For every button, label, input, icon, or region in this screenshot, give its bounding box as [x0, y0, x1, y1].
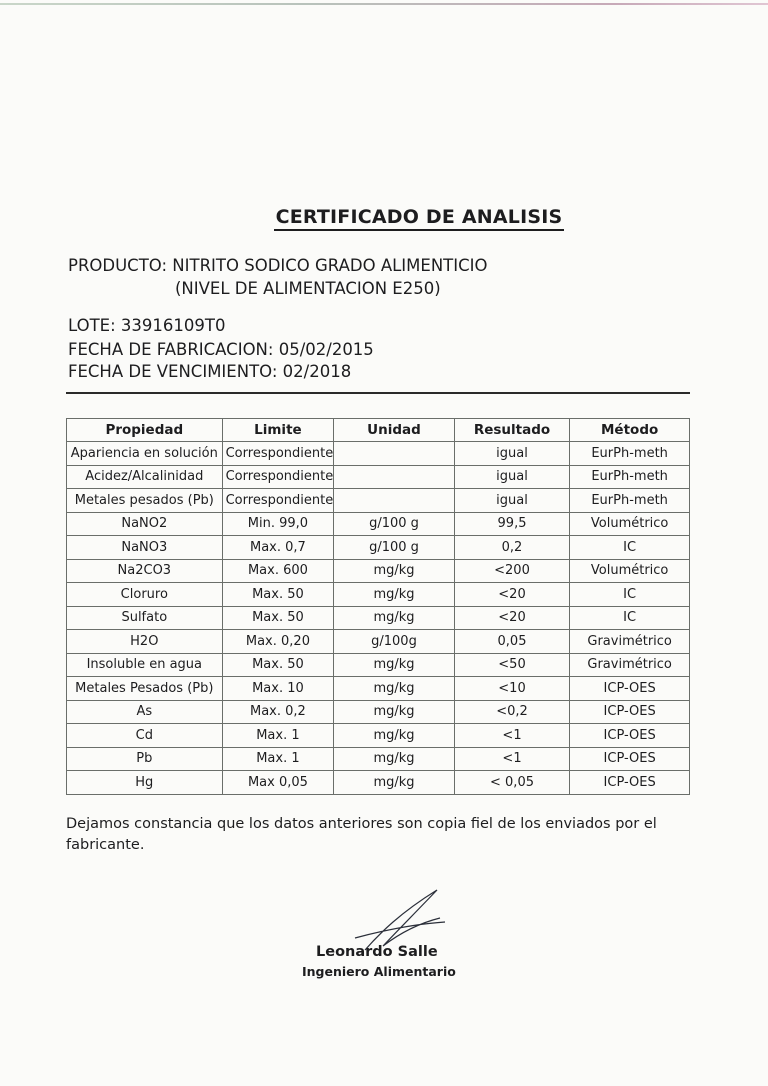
table-row [67, 700, 690, 724]
cell-limite: Max. 0,20 [222, 630, 334, 654]
cell-propiedad: Cd [67, 724, 223, 748]
cell-propiedad: Acidez/Alcalinidad [67, 465, 223, 489]
table-row [67, 771, 690, 795]
cell-resultado: <20 [454, 583, 570, 607]
table-row [67, 606, 690, 630]
lot-line: LOTE: 33916109T0 [68, 316, 226, 335]
cell-unidad [334, 442, 455, 466]
cell-metodo: Gravimétrico [570, 630, 690, 654]
cell-resultado: igual [454, 442, 570, 466]
cell-propiedad: Na2CO3 [67, 559, 223, 583]
cell-propiedad: Metales Pesados (Pb) [67, 677, 223, 701]
table-row [67, 559, 690, 583]
cell-resultado: <1 [454, 724, 570, 748]
cell-propiedad: Metales pesados (Pb) [67, 489, 223, 513]
cell-propiedad: Sulfato [67, 606, 223, 630]
cell-unidad: mg/kg [334, 747, 455, 771]
product-name: NITRITO SODICO GRADO ALIMENTICIO [172, 256, 488, 275]
cell-metodo: ICP-OES [570, 771, 690, 795]
cell-resultado: <50 [454, 653, 570, 677]
cell-resultado: 99,5 [454, 512, 570, 536]
cell-limite: Max. 50 [222, 583, 334, 607]
cell-metodo: ICP-OES [570, 724, 690, 748]
cell-propiedad: Apariencia en solución [67, 442, 223, 466]
cell-resultado: 0,2 [454, 536, 570, 560]
cell-limite: Max 0,05 [222, 771, 334, 795]
cell-limite: Correspondiente [222, 442, 334, 466]
cell-unidad: mg/kg [334, 653, 455, 677]
cell-metodo: EurPh-meth [570, 465, 690, 489]
cell-resultado: igual [454, 489, 570, 513]
table-row [67, 677, 690, 701]
cell-metodo: Gravimétrico [570, 653, 690, 677]
cell-resultado: <10 [454, 677, 570, 701]
cell-metodo: EurPh-meth [570, 442, 690, 466]
document-title [0, 206, 768, 228]
cell-metodo: EurPh-meth [570, 489, 690, 513]
cell-metodo: IC [570, 606, 690, 630]
cell-unidad: mg/kg [334, 583, 455, 607]
cell-limite: Max. 0,2 [222, 700, 334, 724]
cell-metodo: IC [570, 536, 690, 560]
header-resultado: Resultado [454, 419, 570, 442]
cell-unidad: g/100 g [334, 512, 455, 536]
cell-propiedad: As [67, 700, 223, 724]
cell-limite: Correspondiente [222, 489, 334, 513]
table-row [67, 583, 690, 607]
header-propiedad: Propiedad [67, 419, 223, 442]
table-row [67, 724, 690, 748]
cell-resultado: <1 [454, 747, 570, 771]
cell-limite: Min. 99,0 [222, 512, 334, 536]
header-unidad: Unidad [334, 419, 455, 442]
cell-propiedad: NaNO2 [67, 512, 223, 536]
cell-resultado: <200 [454, 559, 570, 583]
header-metodo: Método [570, 419, 690, 442]
cell-unidad: mg/kg [334, 606, 455, 630]
cell-propiedad: Pb [67, 747, 223, 771]
title-text: CERTIFICADO DE ANALISIS [274, 206, 565, 231]
cell-unidad [334, 465, 455, 489]
table-row [67, 489, 690, 513]
cell-metodo: Volumétrico [570, 512, 690, 536]
cell-metodo: ICP-OES [570, 677, 690, 701]
cell-metodo: ICP-OES [570, 747, 690, 771]
cell-propiedad: Cloruro [67, 583, 223, 607]
scan-top-line [0, 3, 768, 5]
cell-unidad: mg/kg [334, 677, 455, 701]
cell-resultado: <20 [454, 606, 570, 630]
cell-resultado: 0,05 [454, 630, 570, 654]
cell-limite: Max. 50 [222, 653, 334, 677]
cell-limite: Max. 1 [222, 747, 334, 771]
cell-limite: Max. 10 [222, 677, 334, 701]
cell-propiedad: Hg [67, 771, 223, 795]
cell-resultado: <0,2 [454, 700, 570, 724]
cell-limite: Max. 0,7 [222, 536, 334, 560]
cell-propiedad: H2O [67, 630, 223, 654]
cell-propiedad: NaNO3 [67, 536, 223, 560]
table-row [67, 747, 690, 771]
table-row [67, 653, 690, 677]
expiry-date-line: FECHA DE VENCIMIENTO: 02/2018 [68, 362, 352, 381]
table-row [67, 630, 690, 654]
signatory-name: Leonardo Salle [316, 944, 438, 960]
cell-unidad: mg/kg [334, 724, 455, 748]
cell-limite: Max. 50 [222, 606, 334, 630]
cell-limite: Max. 600 [222, 559, 334, 583]
product-label: PRODUCTO: [68, 256, 168, 275]
cell-metodo: Volumétrico [570, 559, 690, 583]
product-subtitle: (NIVEL DE ALIMENTACION E250) [175, 279, 441, 298]
cell-unidad: g/100g [334, 630, 455, 654]
manufacture-date-line: FECHA DE FABRICACION: 05/02/2015 [68, 340, 374, 359]
section-divider [66, 392, 690, 394]
product-line [68, 256, 488, 275]
table-row [67, 536, 690, 560]
cell-propiedad: Insoluble en agua [67, 653, 223, 677]
analysis-table [66, 418, 690, 795]
signatory-title: Ingeniero Alimentario [302, 964, 456, 979]
table-row [67, 442, 690, 466]
cell-metodo: IC [570, 583, 690, 607]
table-row [67, 512, 690, 536]
table-header-row [67, 419, 690, 442]
cell-limite: Max. 1 [222, 724, 334, 748]
cell-unidad [334, 489, 455, 513]
cell-unidad: mg/kg [334, 771, 455, 795]
cell-resultado: < 0,05 [454, 771, 570, 795]
header-limite: Limite [222, 419, 334, 442]
cell-unidad: g/100 g [334, 536, 455, 560]
cell-metodo: ICP-OES [570, 700, 690, 724]
cell-unidad: mg/kg [334, 700, 455, 724]
cell-resultado: igual [454, 465, 570, 489]
disclaimer-note: Dejamos constancia que los datos anteriores son copia fiel de los enviados por el fabricante. [66, 816, 657, 853]
cell-unidad: mg/kg [334, 559, 455, 583]
table-row [67, 465, 690, 489]
cell-limite: Correspondiente [222, 465, 334, 489]
